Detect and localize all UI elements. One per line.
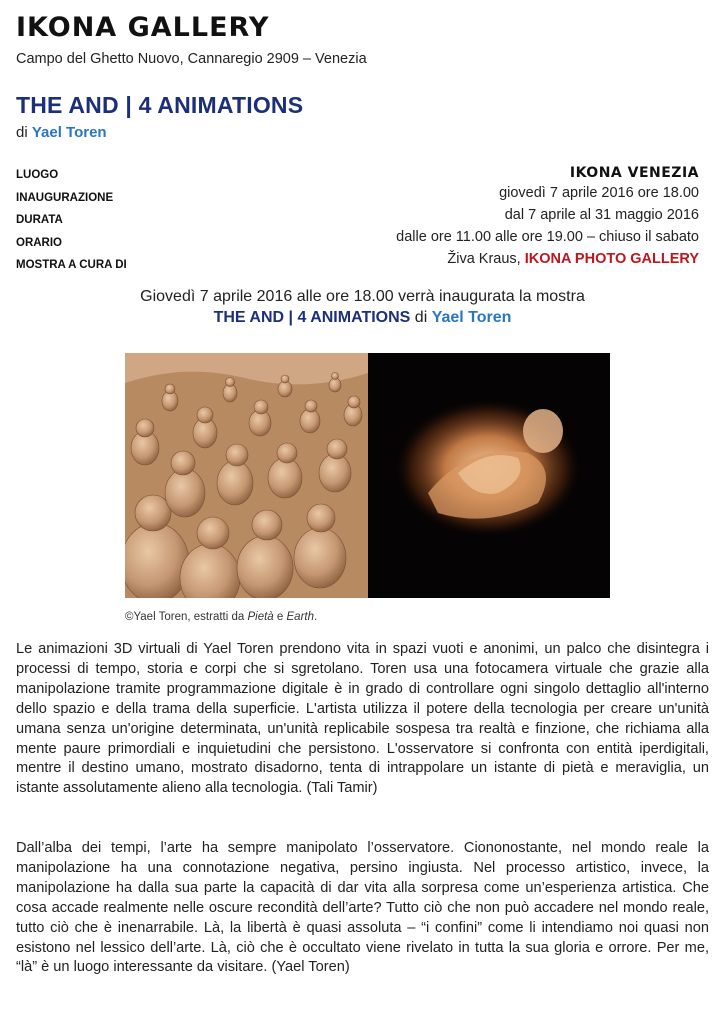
artist-name: Yael Toren [31, 124, 107, 141]
artwork-image-earth [368, 353, 610, 598]
caption-prefix: ©Yael Toren, estratti da [125, 611, 248, 623]
byline-prefix: di [16, 124, 32, 141]
crowd-figures-illustration [125, 353, 368, 598]
byline [16, 124, 107, 141]
value-curator [396, 251, 699, 273]
info-values [396, 185, 699, 273]
venue-logo: IKONA VENEZIA [569, 165, 699, 181]
exhibition-title: THE AND | 4 ANIMATIONS [16, 92, 304, 118]
caption-suffix: . [314, 611, 318, 623]
curator-gallery: IKONA PHOTO GALLERY [524, 251, 699, 267]
caption-work-earth: Earth [286, 611, 314, 623]
artwork-image-pieta [125, 353, 368, 598]
label-durata: DURATA [16, 214, 63, 226]
gallery-logo: IKONA GALLERY [16, 12, 270, 43]
artwork-images [125, 353, 610, 598]
announcement-title: THE AND | 4 ANIMATIONS [213, 309, 411, 326]
gallery-address: Campo del Ghetto Nuovo, Cannaregio 2909 – Venezia [16, 51, 367, 67]
caption-work-pieta: Pietà [247, 611, 274, 623]
paragraph-yael-toren: Dall’alba dei tempi, l’arte ha sempre manipolato l’osservatore. Ciononostante, nel mondo reale la manipolazione ha una connotazione negativa, persino ingiusta. Nel processo artistico, invece, la manipolazione ha dalla sua parte la capacità di dar vita alla sorpresa come un’esperienza artistica. Che cosa accade realmente nelle oscure recondità dell’arte? Tutto ciò che non può accadere nel mondo reale, tutto ciò che è inenarrabile. Là, la libertà è quasi assoluta – “i confini” come li intendiamo noi quasi non esistono nel lessico dell’arte. Là, ciò che è occultato viene rivelato in tutta la sua gloria e orrore. Per me, “là” è un luogo interessante da visitare. (Yael Toren) [16, 840, 709, 976]
announcement-di: di [410, 309, 432, 326]
image-caption [125, 611, 317, 623]
announcement [0, 286, 725, 328]
label-curator: MOSTRA A CURA DI [16, 259, 127, 271]
announcement-title-line [0, 307, 725, 328]
announcement-line: Giovedì 7 aprile 2016 alle ore 18.00 verrà inaugurata la mostra [140, 288, 585, 305]
value-duration: dal 7 aprile al 31 maggio 2016 [504, 207, 699, 223]
info-labels [16, 168, 127, 281]
caption-mid: e [273, 611, 287, 623]
value-hours: dalle ore 11.00 alle ore 19.00 – chiuso il sabato [396, 229, 699, 245]
glowing-figure-illustration [368, 353, 610, 598]
value-opening: giovedì 7 aprile 2016 ore 18.00 [499, 185, 699, 201]
paragraph-tali-tamir: Le animazioni 3D virtuali di Yael Toren prendono vita in spazi vuoti e anonimi, un palco che disintegra i processi di tempo, storia e corpi che si sgretolano. Toren usa una fotocamera virtuale che grazie alla manipolazione tramite programmazione digitale è in grado di controllare ogni singolo dettaglio all'interno dello spazio e della trama della superficie. L'artista utilizza il potere della tecnologia per creare un'unità umana senza un'origine determinata, un'unità replicabile sospesa tra realtà e finzione, che richiama alla mente paure primordiali e inquietudini che persistono. L'osservatore si confronta con entità iperdigitali, mentre il destino umano, mostrato disadorno, tenta di intrappolare un istante di pietà e meraviglia, un istante assolutamente alieno alla tecnologia. (Tali Tamir) [16, 641, 709, 797]
announcement-artist: Yael Toren [431, 309, 512, 326]
curator-name: Živa Kraus, [447, 251, 525, 267]
label-luogo: LUOGO [16, 169, 59, 181]
label-inaugurazione: INAUGURAZIONE [16, 191, 114, 204]
label-orario: ORARIO [16, 236, 62, 249]
